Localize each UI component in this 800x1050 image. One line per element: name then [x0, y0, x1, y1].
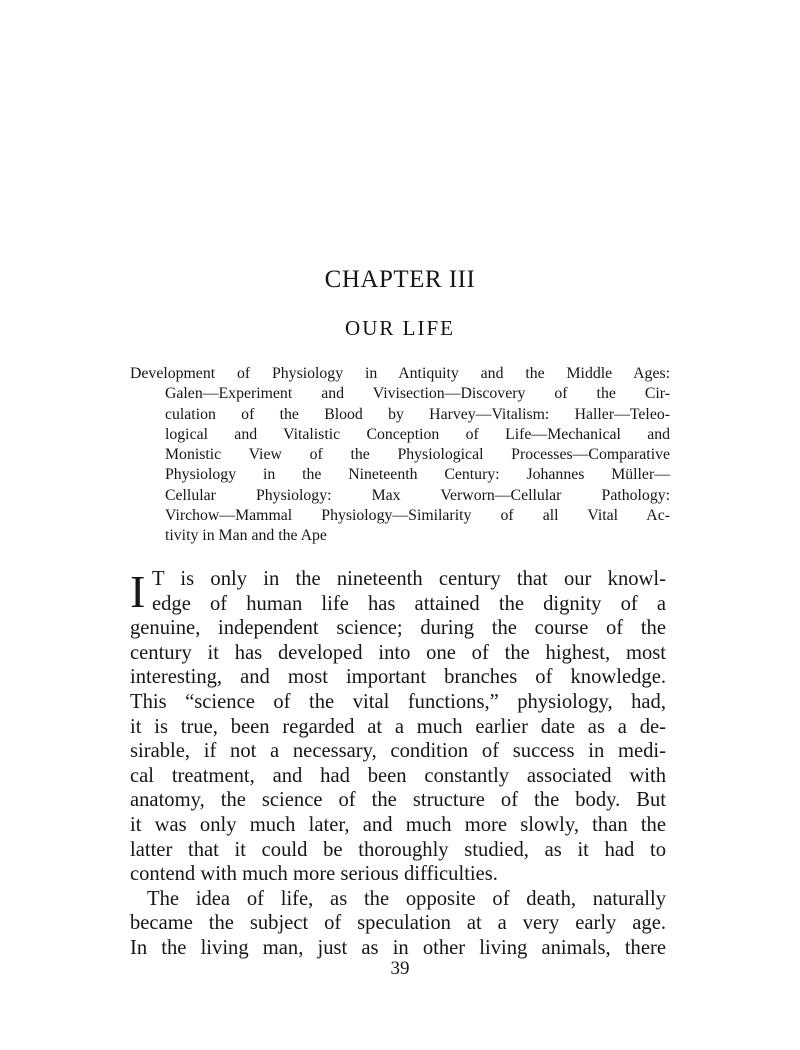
body-line: The idea of life, as the opposite of death, naturally: [147, 887, 666, 910]
synopsis-line: Virchow—Mammal Physiology—Similarity of all Vital Ac-: [165, 507, 670, 525]
synopsis-line: Development of Physiology in Antiquity and the Middle Ages:: [130, 365, 670, 382]
body-line: T is only in the nineteenth century that our knowl-: [152, 568, 666, 590]
body-line: sirable, if not a necessary, condition of success in medi-: [130, 740, 666, 763]
chapter-synopsis: [130, 364, 670, 547]
body-line: latter that it could be thoroughly studied, as it had to: [130, 838, 666, 861]
synopsis-line: culation of the Blood by Harvey—Vitalism: Haller—Teleo-: [165, 405, 670, 423]
synopsis-line: tivity in Man and the Ape: [165, 527, 327, 545]
body-line: became the subject of speculation at a very early age.: [130, 912, 666, 935]
synopsis-line: Galen—Experiment and Vivisection—Discovery of the Cir-: [165, 385, 670, 403]
body-text: [130, 567, 666, 961]
body-line: it is true, been regarded at a much earlier date as a de-: [130, 715, 666, 738]
synopsis-line: Monistic View of the Physiological Processes—Comparative: [165, 446, 670, 464]
body-line: In the living man, just as in other living animals, there: [130, 936, 666, 959]
body-line: This “science of the vital functions,” physiology, had,: [130, 690, 666, 713]
body-line: century it has developed into one of the highest, most: [130, 641, 666, 664]
body-line: contend with much more serious difficulties.: [130, 863, 498, 886]
synopsis-line: Cellular Physiology: Max Verworn—Cellular Pathology:: [165, 486, 670, 504]
synopsis-line: logical and Vitalistic Conception of Life—Mechanical and: [165, 425, 670, 443]
body-line: anatomy, the science of the structure of the body. But: [130, 789, 666, 812]
body-line: cal treatment, and had been constantly associated with: [130, 764, 666, 787]
page-number: 39: [390, 958, 410, 979]
body-line: it was only much later, and much more slowly, than the: [130, 813, 666, 836]
chapter-heading: CHAPTER III: [324, 266, 476, 293]
body-line: edge of human life has attained the dignity of a: [152, 592, 666, 615]
body-line: interesting, and most important branches of knowledge.: [130, 666, 666, 689]
drop-cap: I: [130, 566, 146, 617]
body-line: genuine, independent science; during the course of the: [130, 617, 666, 640]
synopsis-line: Physiology in the Nineteenth Century: Johannes Müller—: [165, 466, 670, 484]
chapter-title: OUR LIFE: [345, 316, 455, 340]
